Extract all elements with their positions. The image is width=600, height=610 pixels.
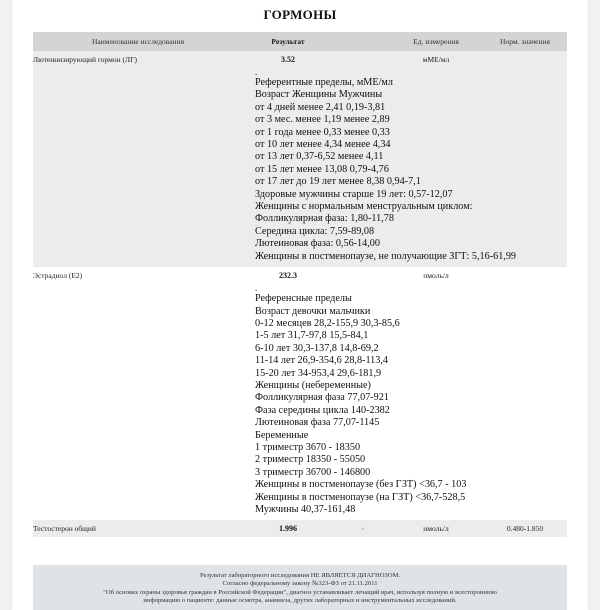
reference-line: Фолликулярная фаза: 1,80-11,78 (255, 213, 394, 225)
reference-line: 0-12 месяцев 28,2-155,9 30,3-85,6 (255, 317, 400, 329)
test-name: Тестостерон общий (33, 524, 96, 534)
test-unit: мМЕ/мл (422, 55, 450, 64)
reference-line: Женщины в постменопаузе, не получающие ЗГТ: 5,16-61,99 (255, 250, 517, 262)
reference-line: Фолликулярная фаза 77,07-921 (255, 392, 389, 404)
reference-line: Середина цикла: 7,59-89,08 (255, 225, 375, 237)
abnormal-flag: + (360, 524, 366, 534)
header-result: Результат (271, 37, 305, 46)
test-result: 1.996 (279, 524, 297, 534)
table-row-estradiol (33, 267, 567, 520)
test-unit: пмоль/л (423, 271, 449, 281)
table-row-lh (33, 51, 567, 267)
table-header (33, 32, 567, 51)
disclaimer-line: "Об основах охраны здоровья граждан в Российской Федерации", диагноз устанавливает лечащий врач, используя полную и всестороннюю (103, 588, 497, 596)
reference-line: . (255, 67, 258, 77)
reference-line: 1-5 лет 31,7-97,8 15,5-84,1 (255, 330, 369, 342)
reference-line: Референтные пределы, мМЕ/мл (255, 77, 393, 88)
header-name: Наименование исследования (91, 37, 185, 46)
reference-line: от 13 лет 0,37-6,52 менее 4,11 (255, 151, 384, 163)
reference-line: Возраст Женщины Мужчины (255, 89, 383, 101)
reference-line: от 4 дней менее 2,41 0,19-3,81 (255, 101, 386, 113)
reference-line: Здоровые мужчины старше 19 лет: 0,57-12,07 (255, 188, 453, 200)
row-values (33, 51, 567, 68)
disclaimer-line: Результат лабораторного исследования НЕ ЯВЛЯЕТСЯ ДИАГНОЗОМ. (199, 572, 401, 579)
reference-line: 3 триместр 36700 - 146800 (255, 466, 371, 478)
reference-ranges (255, 284, 567, 520)
disclaimer-footer (33, 565, 567, 610)
results-table (33, 32, 567, 537)
reference-line: 6-10 лет 30,3-137,8 14,8-69,2 (255, 342, 379, 354)
page-title: ГОРМОНЫ (263, 7, 337, 22)
reference-line: от 15 лет менее 13,08 0,79-4,76 (255, 163, 389, 175)
reference-line: 2 триместр 18350 - 55050 (255, 454, 366, 466)
test-name: Лютеинизирующий гормон (ЛГ) (33, 55, 137, 64)
header-unit: Ед. измерения (413, 37, 459, 46)
disclaimer-line: информацию о пациенте: данные осмотра, анамнеза, других лабораторных и инструментальных исследований. (143, 597, 457, 605)
reference-line: Беременные (255, 429, 309, 441)
row-values (33, 520, 567, 537)
reference-line: 1 триместр 3670 - 18350 (255, 441, 361, 453)
reference-line: . (255, 283, 258, 294)
reference-line: от 1 года менее 0,33 менее 0,33 (255, 126, 390, 138)
test-result: 232.3 (279, 271, 297, 281)
reference-line: Мужчины 40,37-161,48 (255, 504, 356, 515)
row-values (33, 267, 567, 284)
reference-line: Женщины в постменопаузе (без ГЗТ) <36,7 - 103 (255, 479, 467, 491)
header-norm: Норм. значения (500, 37, 550, 46)
reference-line: Фаза середины цикла 140-2382 (255, 404, 390, 416)
reference-line: 11-14 лет 26,9-354,6 28,8-113,4 (255, 355, 388, 367)
reference-line: Лютеиновая фаза: 0,56-14,00 (255, 238, 380, 250)
test-unit: нмоль/л (423, 524, 449, 534)
reference-line: Женщины (небеременные) (255, 379, 371, 391)
test-norm: 0.480-1.850 (506, 524, 544, 534)
test-result: 3.52 (281, 55, 295, 64)
reference-ranges (255, 68, 567, 267)
reference-line: Женщины в постменопаузе (на ГЗТ) <36,7-528,5 (255, 491, 466, 503)
reference-line: 15-20 лет 34-953,4 29,6-181,9 (255, 367, 382, 379)
disclaimer-line: Согласно федеральному закону №323-ФЗ от 21.11.2011 (222, 580, 378, 588)
reference-line: Лютеиновая фаза 77,07-1145 (255, 417, 380, 429)
reference-line: от 3 мес. менее 1,19 менее 2,89 (255, 114, 390, 126)
table-row-testosterone (33, 520, 567, 537)
reference-line: от 17 лет до 19 лет менее 8,38 0,94-7,1 (255, 176, 421, 188)
test-name: Эстрадиол (E2) (33, 271, 83, 281)
reference-line: Женщины с нормальным менструальным циклом: (255, 201, 473, 213)
reference-line: Возраст девочки мальчики (255, 305, 371, 317)
reference-line: от 10 лет менее 4,34 менее 4,34 (255, 139, 391, 151)
reference-line: Референсные пределы (255, 293, 352, 305)
report-page (12, 0, 588, 610)
